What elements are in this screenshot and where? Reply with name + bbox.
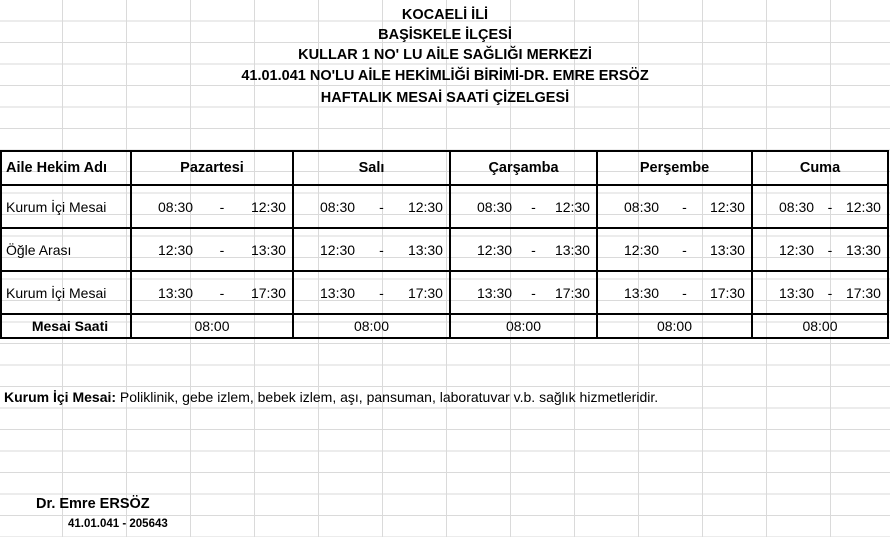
time-cell bbox=[752, 228, 888, 271]
start-time: 12:30 bbox=[320, 241, 356, 258]
time-separator: - bbox=[682, 241, 687, 258]
time-cell bbox=[131, 185, 293, 228]
table-row bbox=[1, 185, 888, 228]
time-cell bbox=[597, 228, 752, 271]
total-value: 08:00 bbox=[450, 314, 597, 338]
signature-code: 41.01.041 - 205643 bbox=[68, 518, 168, 530]
end-time: 12:30 bbox=[250, 198, 286, 215]
end-time: 13:30 bbox=[250, 241, 286, 258]
time-separator: - bbox=[379, 284, 384, 301]
time-cell bbox=[450, 228, 597, 271]
time-separator: - bbox=[682, 198, 687, 215]
table-row bbox=[1, 228, 888, 271]
start-time: 13:30 bbox=[477, 284, 513, 301]
start-time: 12:30 bbox=[158, 241, 194, 258]
end-time: 13:30 bbox=[407, 241, 443, 258]
time-cell bbox=[450, 185, 597, 228]
end-time: 17:30 bbox=[709, 284, 745, 301]
row-label: Öğle Arası bbox=[1, 228, 131, 271]
time-separator: - bbox=[827, 198, 833, 215]
time-separator: - bbox=[219, 198, 225, 215]
time-cell bbox=[752, 271, 888, 314]
note-text: Poliklinik, gebe izlem, bebek izlem, aşı, pansuman, laboratuvar v.b. sağlık hizmetleridir. bbox=[116, 389, 659, 405]
time-separator: - bbox=[531, 198, 536, 215]
time-separator: - bbox=[219, 284, 225, 301]
total-value: 08:00 bbox=[597, 314, 752, 338]
header-day: Perşembe bbox=[597, 151, 752, 185]
start-time: 08:30 bbox=[477, 198, 513, 215]
total-label: Mesai Saati bbox=[1, 314, 131, 338]
header-doctor-name: Aile Hekim Adı bbox=[1, 151, 131, 185]
header-day: Pazartesi bbox=[131, 151, 293, 185]
end-time: 12:30 bbox=[407, 198, 443, 215]
start-time: 12:30 bbox=[779, 241, 815, 258]
end-time: 13:30 bbox=[709, 241, 745, 258]
time-separator: - bbox=[531, 241, 536, 258]
time-separator: - bbox=[827, 241, 833, 258]
time-cell bbox=[752, 185, 888, 228]
signature-name: Dr. Emre ERSÖZ bbox=[36, 496, 150, 512]
end-time: 13:30 bbox=[845, 241, 881, 258]
total-value: 08:00 bbox=[293, 314, 450, 338]
table-row bbox=[1, 271, 888, 314]
time-cell bbox=[131, 228, 293, 271]
start-time: 12:30 bbox=[624, 241, 660, 258]
time-cell bbox=[597, 185, 752, 228]
table-header-row bbox=[1, 151, 888, 185]
end-time: 13:30 bbox=[554, 241, 590, 258]
end-time: 12:30 bbox=[554, 198, 590, 215]
header-health-center: KULLAR 1 NO' LU AİLE SAĞLIĞI MERKEZİ bbox=[298, 47, 592, 63]
header-day: Salı bbox=[293, 151, 450, 185]
end-time: 17:30 bbox=[407, 284, 443, 301]
row-label: Kurum İçi Mesai bbox=[1, 271, 131, 314]
time-cell bbox=[597, 271, 752, 314]
header-day: Çarşamba bbox=[450, 151, 597, 185]
row-label: Kurum İçi Mesai bbox=[1, 185, 131, 228]
start-time: 08:30 bbox=[624, 198, 660, 215]
time-cell bbox=[131, 271, 293, 314]
start-time: 13:30 bbox=[320, 284, 356, 301]
header-unit: 41.01.041 NO'LU AİLE HEKİMLİĞİ BİRİMİ-DR. EMRE ERSÖZ bbox=[241, 68, 649, 84]
time-cell bbox=[293, 185, 450, 228]
start-time: 08:30 bbox=[779, 198, 815, 215]
header-district: BAŞİSKELE İLÇESİ bbox=[378, 27, 512, 43]
end-time: 12:30 bbox=[845, 198, 881, 215]
time-separator: - bbox=[682, 284, 687, 301]
start-time: 08:30 bbox=[158, 198, 194, 215]
start-time: 13:30 bbox=[158, 284, 194, 301]
time-cell bbox=[293, 271, 450, 314]
start-time: 08:30 bbox=[320, 198, 356, 215]
total-value: 08:00 bbox=[752, 314, 888, 338]
time-separator: - bbox=[827, 284, 833, 301]
time-cell bbox=[450, 271, 597, 314]
weekly-schedule-table bbox=[0, 150, 889, 339]
end-time: 17:30 bbox=[554, 284, 590, 301]
end-time: 17:30 bbox=[845, 284, 881, 301]
total-row bbox=[1, 314, 888, 338]
header-day: Cuma bbox=[752, 151, 888, 185]
time-separator: - bbox=[379, 198, 384, 215]
time-cell bbox=[293, 228, 450, 271]
start-time: 13:30 bbox=[624, 284, 660, 301]
page-title: HAFTALIK MESAİ SAATİ ÇİZELGESİ bbox=[320, 90, 570, 106]
time-separator: - bbox=[531, 284, 536, 301]
note-label: Kurum İçi Mesai: bbox=[4, 389, 117, 405]
header-province: KOCAELİ İLİ bbox=[401, 7, 489, 23]
end-time: 17:30 bbox=[250, 284, 286, 301]
start-time: 12:30 bbox=[477, 241, 513, 258]
note bbox=[4, 389, 658, 405]
time-separator: - bbox=[379, 241, 384, 258]
time-separator: - bbox=[219, 241, 225, 258]
end-time: 12:30 bbox=[709, 198, 745, 215]
start-time: 13:30 bbox=[779, 284, 815, 301]
total-value: 08:00 bbox=[131, 314, 293, 338]
